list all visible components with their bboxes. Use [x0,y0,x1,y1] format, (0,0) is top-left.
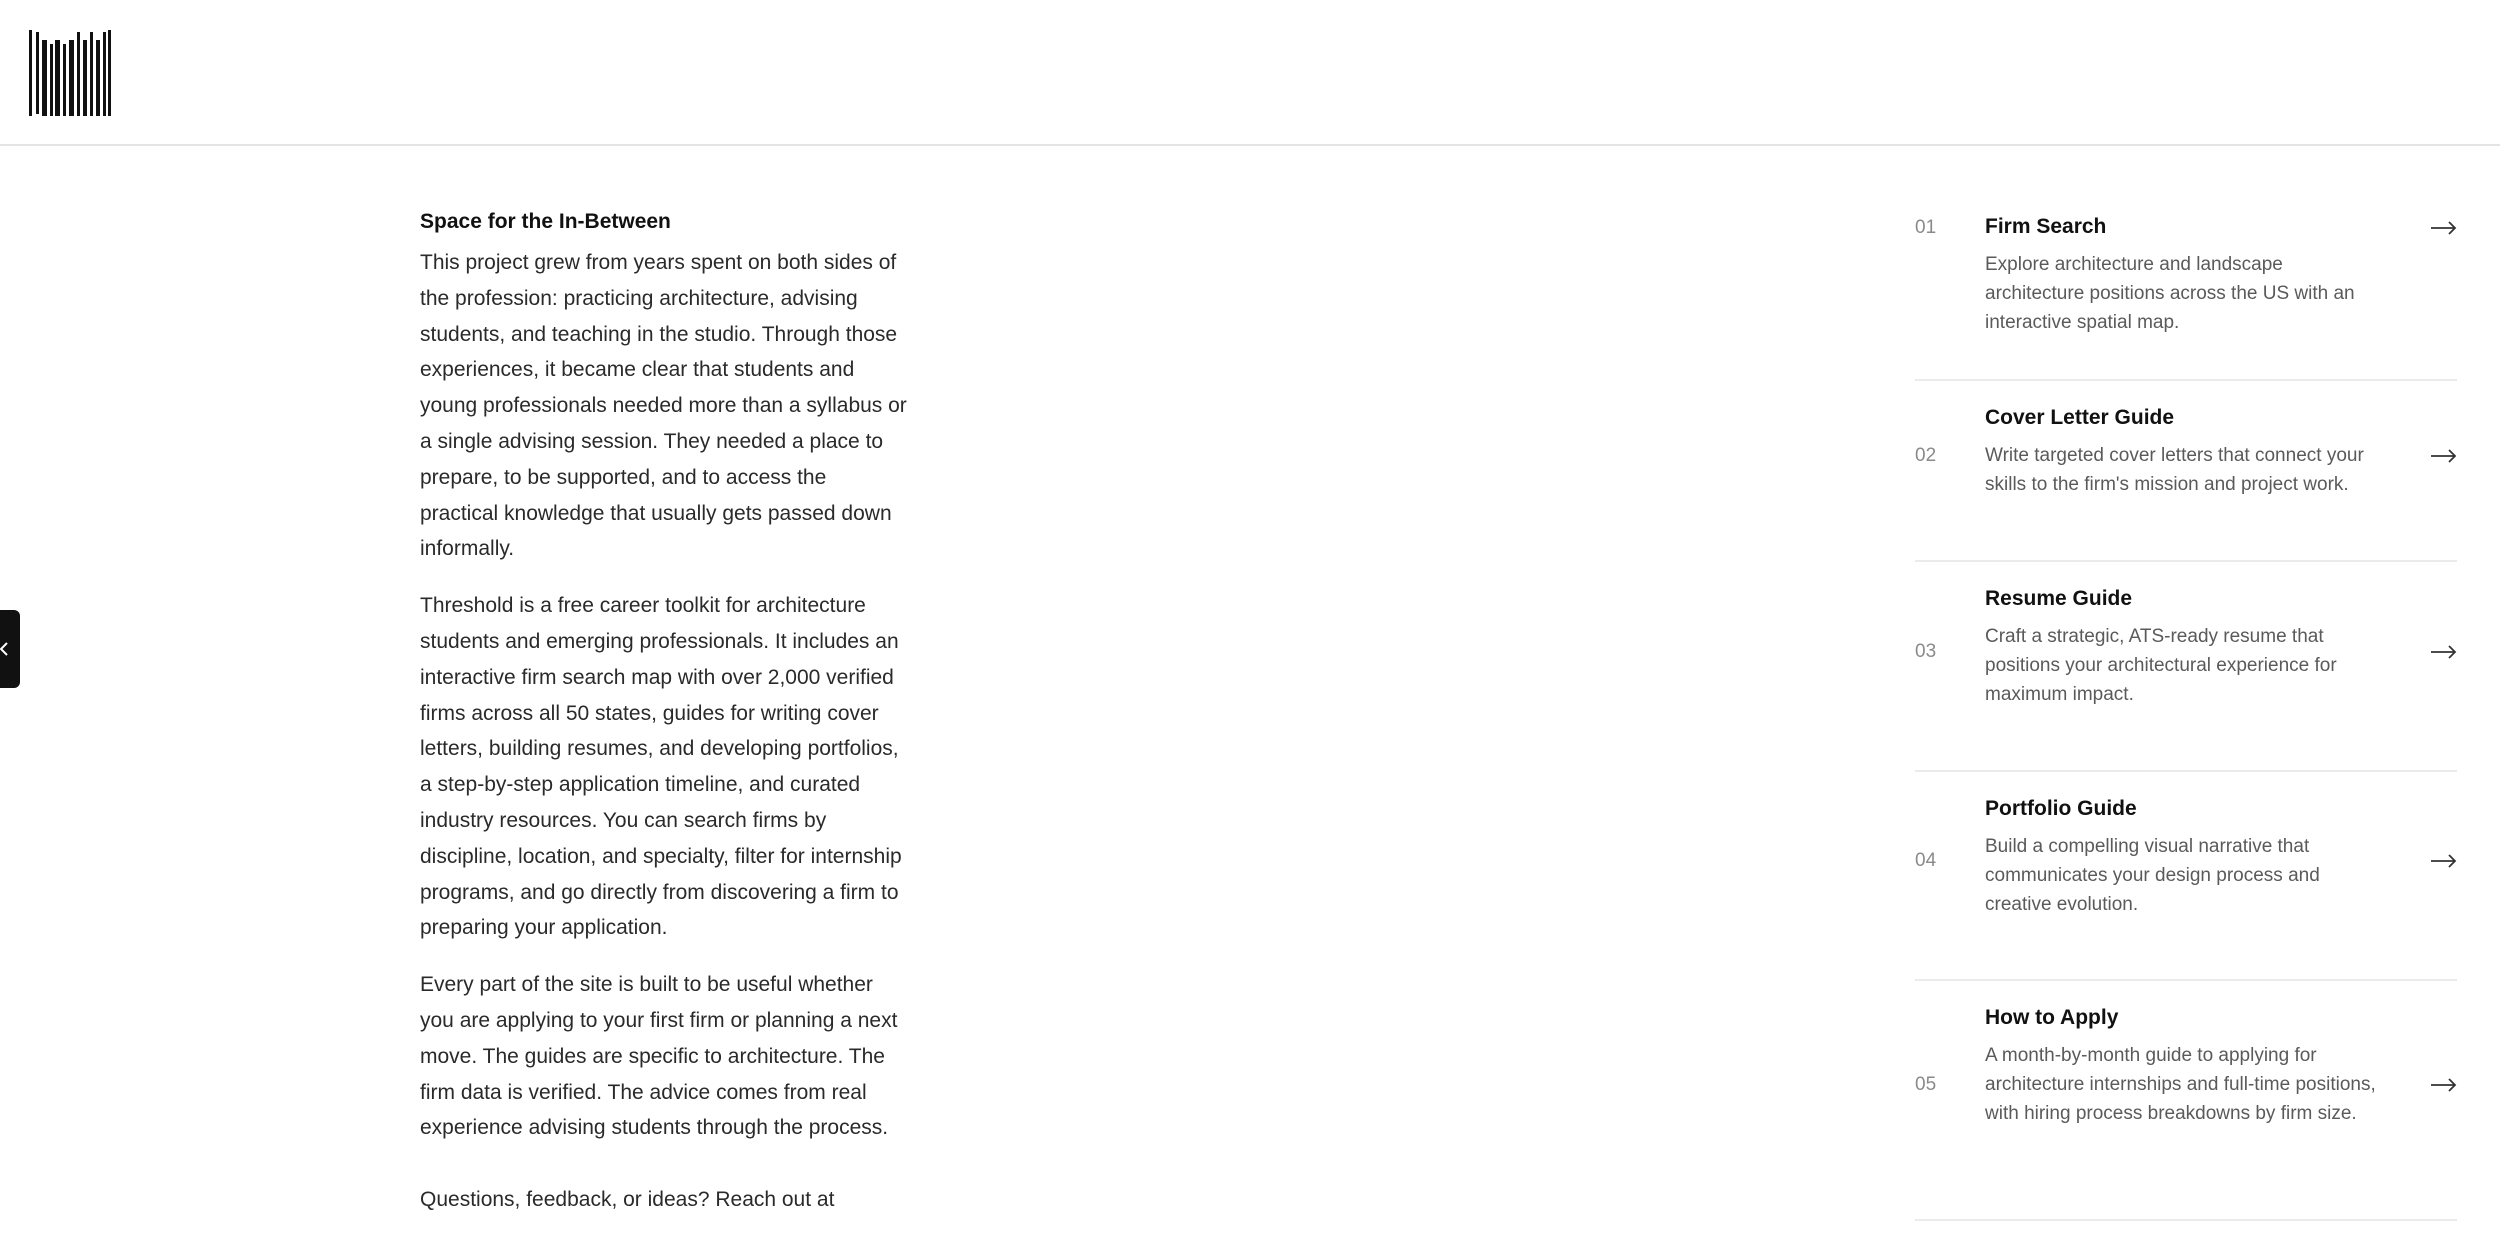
guide-number: 05 [1915,1074,1937,1095]
arrow-right-icon [2431,221,2457,235]
guide-number: 01 [1915,217,1937,238]
about-title: Space for the In-Between [420,210,671,233]
chevron-left-icon [0,641,10,657]
arrow-right-icon [2431,449,2457,463]
guide-title: How to Apply [1985,1006,2119,1029]
guide-title: Portfolio Guide [1985,797,2137,820]
guide-description: A month-by-month guide to applying for architecture internships and full-time positions, with hiring process breakdowns by firm size. [1985,1045,2376,1124]
barcode-logo-icon[interactable] [29,30,111,116]
guide-title: Firm Search [1985,215,2107,238]
contact-text: Questions, feedback, or ideas? Reach out at [420,1188,835,1212]
side-panel-toggle[interactable] [0,610,20,688]
guide-title: Cover Letter Guide [1985,406,2175,429]
guide-description: Explore architecture and landscape architecture positions across the US with an interactive spatial map. [1985,254,2355,333]
guide-item-how-to-apply[interactable] [1915,981,2457,1221]
site-header [0,0,2500,146]
about-paragraph-1: This project grew from years spent on both sides of the profession: practicing architecture, advising students, and teaching in the studio. Through those experiences, it became clear that students and young professionals needed more than a syllabus or a single advising session. They needed a place to prepare, to be supported, and to access the practical knowledge that usually gets passed down informally. [420,251,907,561]
about-section [420,207,910,1239]
guide-item-firm-search[interactable] [1915,198,2457,381]
barcode-logo-svg [29,30,111,116]
arrow-right-icon [2431,645,2457,659]
guide-item-resume[interactable] [1915,562,2457,772]
guide-item-cover-letter[interactable] [1915,381,2457,562]
guide-number: 03 [1915,641,1937,662]
guide-title: Resume Guide [1985,587,2133,610]
guide-number: 02 [1915,445,1937,466]
guide-number: 04 [1915,850,1937,871]
guide-item-portfolio[interactable] [1915,772,2457,981]
about-paragraph-2: Threshold is a free career toolkit for architecture students and emerging professionals. It includes an interactive firm search map with over 2,000 verified firms across all 50 states, guides for writing cover letters, building resumes, and developing portfolios, a step-by-step application timeline, and curated industry resources. You can search firms by discipline, location, and specialty, filter for internship programs, and go directly from discovering a firm to preparing your application. [420,594,902,940]
guide-description: Write targeted cover letters that connect your skills to the firm's mission and project work. [1985,445,2364,495]
arrow-right-icon [2431,854,2457,868]
guide-description: Build a compelling visual narrative that communicates your design process and creative evolution. [1985,836,2320,915]
arrow-right-icon [2431,1078,2457,1092]
guide-description: Craft a strategic, ATS-ready resume that positions your architectural experience for maximum impact. [1985,626,2337,705]
guides-list [1915,198,2457,1221]
about-paragraph-3: Every part of the site is built to be useful whether you are applying to your first firm or planning a next move. The guides are specific to architecture. The firm data is verified. The advice comes from real experience advising students through the process. [420,973,898,1140]
